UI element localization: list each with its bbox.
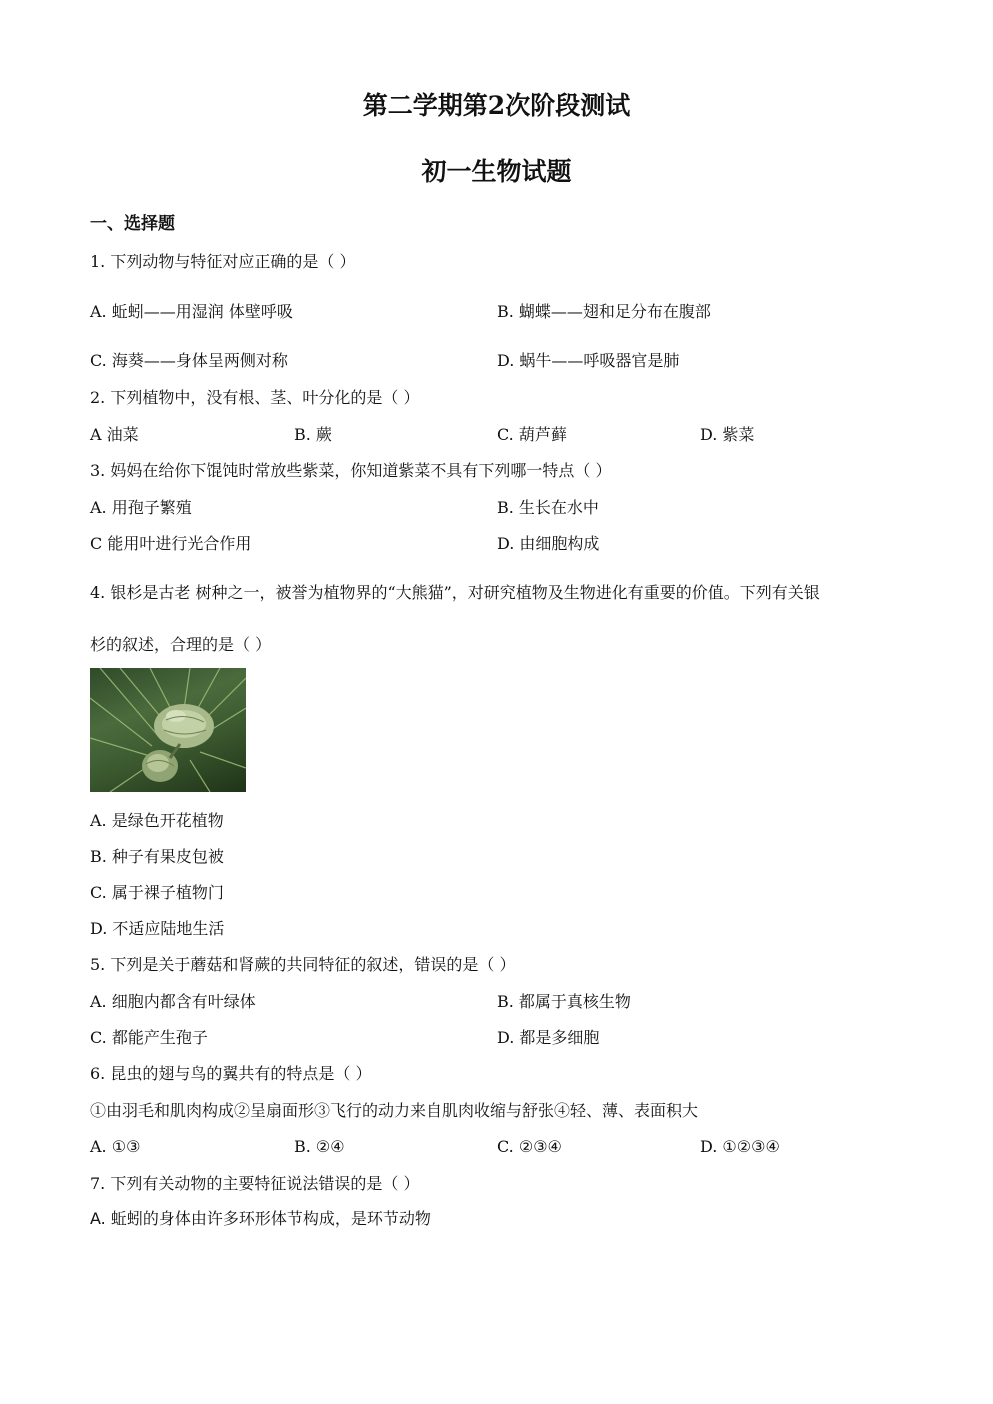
question-1-option-a: A. 蚯蚓——用湿润 体壁呼吸 [90, 302, 293, 321]
question-2-stem: 2. 下列植物中，没有根、茎、叶分化的是（ ） [90, 388, 420, 407]
question-7-option-a: A. 蚯蚓的身体由许多环形体节构成，是环节动物 [90, 1209, 431, 1228]
question-1-option-d: D. 蜗牛——呼吸器官是肺 [497, 351, 680, 370]
silver-fir-cone-photo [90, 668, 246, 792]
question-6-option-d: D. ①②③④ [700, 1137, 780, 1156]
question-4-option-a: A. 是绿色开花植物 [90, 811, 224, 830]
question-7-stem: 7. 下列有关动物的主要特征说法错误的是（ ） [90, 1174, 420, 1193]
question-6-statements: ①由羽毛和肌肉构成②呈扇面形③飞行的动力来自肌肉收缩与舒张④轻、薄、表面积大 [90, 1101, 699, 1120]
question-4-stem-line2: 杉的叙述，合理的是（ ） [90, 635, 272, 654]
question-6-stem: 6. 昆虫的翅与鸟的翼共有的特点是（ ） [90, 1064, 372, 1083]
question-4-stem-line1: 4. 银杉是古老 树种之一，被誉为植物界的“大熊猫”，对研究植物及生物进化有重要的价值。下列有关银 [90, 583, 820, 602]
question-2-option-a: A 油菜 [90, 425, 139, 444]
question-3-stem: 3. 妈妈在给你下馄饨时常放些紫菜，你知道紫菜不具有下列哪一特点（ ） [90, 461, 612, 480]
cone-illustration [90, 668, 246, 792]
section-heading: 一、选择题 [90, 214, 175, 234]
question-2-option-d: D. 紫菜 [700, 425, 755, 444]
question-2-option-c: C. 葫芦藓 [497, 425, 567, 444]
question-5-option-c: C. 都能产生孢子 [90, 1028, 208, 1047]
question-3-option-d: D. 由细胞构成 [497, 534, 600, 553]
question-3-option-b: B. 生长在水中 [497, 498, 599, 517]
page-subtitle: 初一生物试题 [421, 157, 572, 186]
question-4-option-d: D. 不适应陆地生活 [90, 919, 225, 938]
question-3-option-c: C 能用叶进行光合作用 [90, 534, 252, 553]
question-5-stem: 5. 下列是关于蘑菇和肾蕨的共同特征的叙述，错误的是（ ） [90, 955, 516, 974]
question-6-option-c: C. ②③④ [497, 1137, 562, 1156]
question-1-option-b: B. 蝴蝶——翅和足分布在腹部 [497, 302, 711, 321]
question-1-option-c: C. 海葵——身体呈两侧对称 [90, 351, 288, 370]
page-title: 第二学期第2次阶段测试 [362, 91, 631, 120]
question-4-option-b: B. 种子有果皮包被 [90, 847, 224, 866]
question-5-option-a: A. 细胞内都含有叶绿体 [90, 992, 256, 1011]
question-6-option-a: A. ①③ [90, 1137, 141, 1156]
question-4-option-c: C. 属于裸子植物门 [90, 883, 224, 902]
question-6-option-b: B. ②④ [294, 1137, 345, 1156]
question-5-option-d: D. 都是多细胞 [497, 1028, 600, 1047]
question-3-option-a: A. 用孢子繁殖 [90, 498, 192, 517]
question-1-stem: 1. 下列动物与特征对应正确的是（ ） [90, 252, 356, 271]
question-2-option-b: B. 蕨 [294, 425, 332, 444]
question-5-option-b: B. 都属于真核生物 [497, 992, 631, 1011]
